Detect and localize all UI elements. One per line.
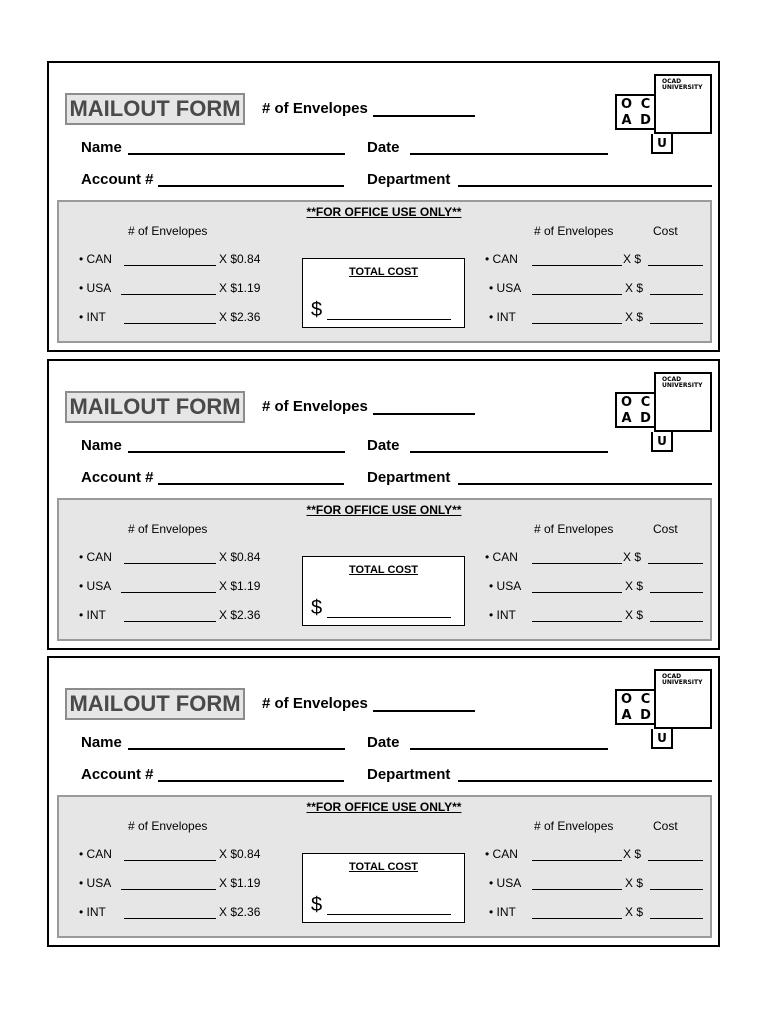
right-usa-mult: X $ [625, 281, 644, 295]
row-usa-label: • USA [79, 876, 112, 890]
usa-rate: X $1.19 [219, 281, 261, 295]
department-field[interactable] [458, 483, 712, 485]
name-field[interactable] [128, 153, 345, 155]
cost-header: Cost [653, 522, 678, 536]
can-count-field[interactable] [124, 563, 216, 564]
logo-text-ocad: OCAD [662, 673, 682, 680]
right-can-count-field[interactable] [532, 860, 622, 861]
right-usa-count-field[interactable] [532, 294, 622, 295]
can-count-field[interactable] [124, 265, 216, 266]
right-int-count-field[interactable] [532, 918, 622, 919]
right-usa-label: • USA [489, 579, 522, 593]
cost-header: Cost [653, 224, 678, 238]
department-field[interactable] [458, 780, 712, 782]
logo-text-ocad: OCAD [662, 78, 682, 85]
date-field[interactable] [410, 748, 608, 750]
logo-text-university: UNIVERSITY [662, 382, 703, 389]
ocad-logo [654, 372, 712, 432]
int-rate: X $2.36 [219, 608, 261, 622]
date-field[interactable] [410, 153, 608, 155]
row-can-label: • CAN [79, 847, 112, 861]
row-usa-label: • USA [79, 579, 112, 593]
total-cost-box [302, 258, 465, 328]
right-int-mult: X $ [625, 905, 644, 919]
logo-letter: A [621, 112, 632, 128]
usa-count-field[interactable] [121, 889, 216, 890]
right-int-cost-field[interactable] [650, 621, 703, 622]
logo-letter: A [621, 410, 632, 426]
right-can-count-field[interactable] [532, 563, 622, 564]
account-field[interactable] [158, 185, 344, 187]
name-field[interactable] [128, 451, 345, 453]
total-cost-box [302, 556, 465, 626]
dollar-sign: $ [311, 894, 323, 916]
row-int-label: • INT [79, 608, 106, 622]
date-label: Date [367, 437, 400, 454]
can-rate: X $0.84 [219, 847, 261, 861]
logo-letter: O [620, 394, 633, 410]
usa-rate: X $1.19 [219, 579, 261, 593]
can-count-field[interactable] [124, 860, 216, 861]
logo-text-ocad: OCAD [662, 376, 682, 383]
right-usa-cost-field[interactable] [650, 889, 703, 890]
right-usa-count-field[interactable] [532, 592, 622, 593]
account-field[interactable] [158, 780, 344, 782]
int-rate: X $2.36 [219, 905, 261, 919]
envelopes-field[interactable] [373, 710, 475, 712]
date-field[interactable] [410, 451, 608, 453]
office-use-panel [57, 795, 712, 938]
right-usa-cost-field[interactable] [650, 592, 703, 593]
office-use-title: **FOR OFFICE USE ONLY** [306, 205, 462, 219]
right-int-mult: X $ [625, 608, 644, 622]
right-int-count-field[interactable] [532, 621, 622, 622]
logo-letter: O [620, 96, 633, 112]
right-int-count-field[interactable] [532, 323, 622, 324]
right-usa-label: • USA [489, 876, 522, 890]
right-int-cost-field[interactable] [650, 323, 703, 324]
logo-letter: C [640, 96, 651, 112]
row-can-label: • CAN [79, 550, 112, 564]
logo-letter: D [640, 112, 651, 128]
total-cost-label: TOTAL COST [348, 861, 419, 873]
usa-rate: X $1.19 [219, 876, 261, 890]
logo-text-university: UNIVERSITY [662, 84, 703, 91]
logo-text-university: UNIVERSITY [662, 679, 703, 686]
office-use-title: **FOR OFFICE USE ONLY** [306, 800, 462, 814]
department-label: Department [367, 766, 451, 783]
row-int-label: • INT [79, 310, 106, 324]
right-can-mult: X $ [623, 847, 642, 861]
total-cost-field[interactable] [327, 914, 451, 915]
right-can-label: • CAN [485, 252, 518, 266]
row-int-label: • INT [79, 905, 106, 919]
form-title: MAILOUT FORM [65, 391, 245, 423]
usa-count-field[interactable] [121, 294, 216, 295]
ocad-logo [654, 74, 712, 134]
total-cost-field[interactable] [327, 617, 451, 618]
right-usa-label: • USA [489, 281, 522, 295]
total-cost-box [302, 853, 465, 923]
ocad-logo [654, 669, 712, 729]
office-use-title: **FOR OFFICE USE ONLY** [306, 503, 462, 517]
right-usa-mult: X $ [625, 876, 644, 890]
mailout-form [47, 656, 720, 947]
mailout-form [47, 359, 720, 650]
right-usa-mult: X $ [625, 579, 644, 593]
name-label: Name [81, 139, 122, 156]
logo-u: U [651, 729, 673, 749]
account-field[interactable] [158, 483, 344, 485]
envelopes-label: # of Envelopes [262, 695, 368, 712]
right-can-cost-field[interactable] [648, 860, 703, 861]
logo-letter: C [640, 691, 651, 707]
int-count-field[interactable] [124, 621, 216, 622]
account-label: Account # [81, 766, 154, 783]
right-usa-cost-field[interactable] [650, 294, 703, 295]
logo-letter: C [640, 394, 651, 410]
ocad-logo-letters [615, 392, 655, 428]
right-int-cost-field[interactable] [650, 918, 703, 919]
form-title: MAILOUT FORM [65, 93, 245, 125]
ocad-logo-letters [615, 94, 655, 130]
right-can-cost-field[interactable] [648, 265, 703, 266]
right-can-mult: X $ [623, 252, 642, 266]
int-count-field[interactable] [124, 918, 216, 919]
right-int-mult: X $ [625, 310, 644, 324]
logo-letter: D [640, 410, 651, 426]
department-label: Department [367, 469, 451, 486]
right-can-count-field[interactable] [532, 265, 622, 266]
cost-header: Cost [653, 819, 678, 833]
left-envelopes-header: # of Envelopes [128, 224, 208, 238]
name-label: Name [81, 437, 122, 454]
row-usa-label: • USA [79, 281, 112, 295]
account-label: Account # [81, 171, 154, 188]
envelopes-field[interactable] [373, 413, 475, 415]
name-label: Name [81, 734, 122, 751]
envelopes-field[interactable] [373, 115, 475, 117]
right-envelopes-header: # of Envelopes [534, 819, 614, 833]
total-cost-label: TOTAL COST [348, 266, 419, 278]
ocad-logo-letters [615, 689, 655, 725]
left-envelopes-header: # of Envelopes [128, 819, 208, 833]
can-rate: X $0.84 [219, 550, 261, 564]
logo-letter: D [640, 707, 651, 723]
office-use-panel [57, 498, 712, 641]
total-cost-field[interactable] [327, 319, 451, 320]
right-usa-count-field[interactable] [532, 889, 622, 890]
right-can-label: • CAN [485, 847, 518, 861]
department-label: Department [367, 171, 451, 188]
account-label: Account # [81, 469, 154, 486]
row-can-label: • CAN [79, 252, 112, 266]
int-count-field[interactable] [124, 323, 216, 324]
right-can-label: • CAN [485, 550, 518, 564]
envelopes-label: # of Envelopes [262, 398, 368, 415]
right-int-label: • INT [489, 310, 516, 324]
can-rate: X $0.84 [219, 252, 261, 266]
right-envelopes-header: # of Envelopes [534, 224, 614, 238]
date-label: Date [367, 139, 400, 156]
right-envelopes-header: # of Envelopes [534, 522, 614, 536]
total-cost-label: TOTAL COST [348, 564, 419, 576]
dollar-sign: $ [311, 597, 323, 619]
usa-count-field[interactable] [121, 592, 216, 593]
mailout-form [47, 61, 720, 352]
date-label: Date [367, 734, 400, 751]
logo-letter: O [620, 691, 633, 707]
int-rate: X $2.36 [219, 310, 261, 324]
form-title: MAILOUT FORM [65, 688, 245, 720]
right-int-label: • INT [489, 608, 516, 622]
logo-u: U [651, 134, 673, 154]
left-envelopes-header: # of Envelopes [128, 522, 208, 536]
logo-letter: A [621, 707, 632, 723]
name-field[interactable] [128, 748, 345, 750]
logo-u: U [651, 432, 673, 452]
dollar-sign: $ [311, 299, 323, 321]
office-use-panel [57, 200, 712, 343]
envelopes-label: # of Envelopes [262, 100, 368, 117]
department-field[interactable] [458, 185, 712, 187]
right-can-cost-field[interactable] [648, 563, 703, 564]
right-int-label: • INT [489, 905, 516, 919]
right-can-mult: X $ [623, 550, 642, 564]
